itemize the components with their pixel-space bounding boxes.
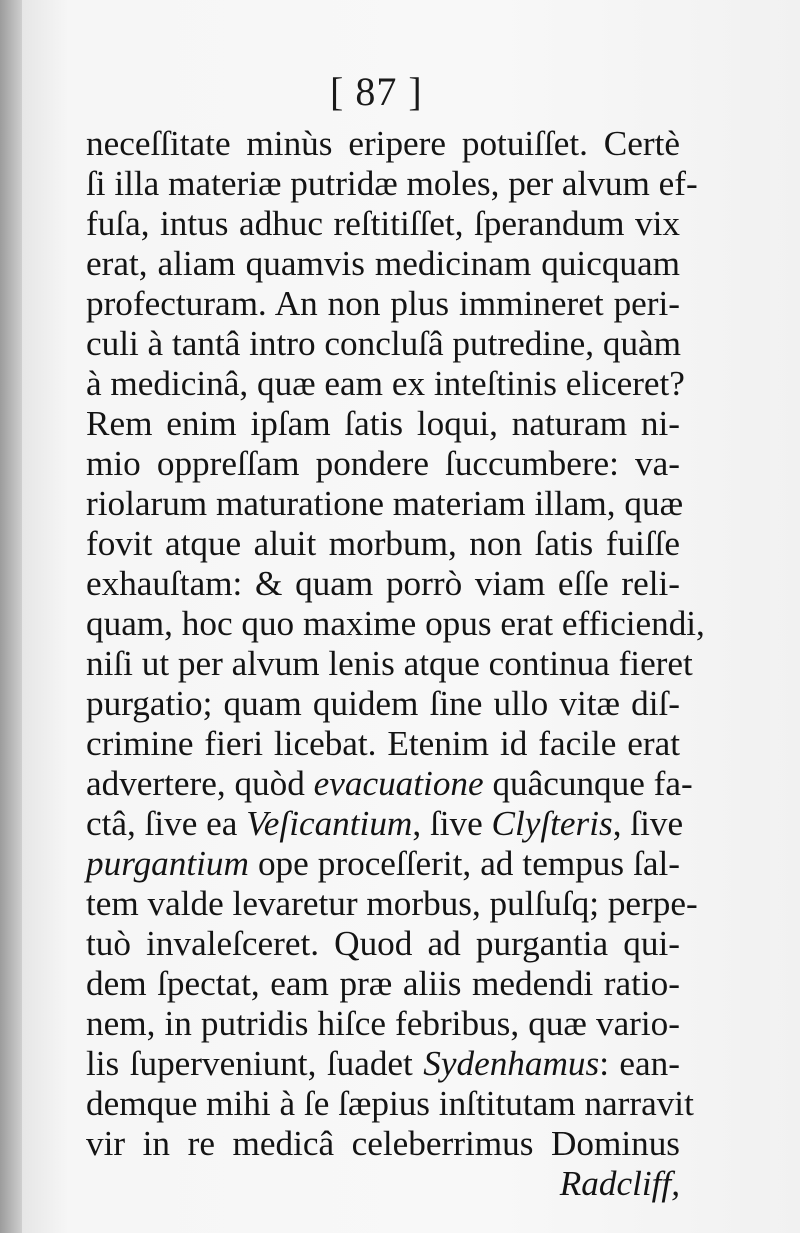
text-fragment: exhauſtam: & quam porrò viam eſſe reli-	[86, 564, 680, 603]
catchword: Radcliff,	[559, 1164, 680, 1203]
text-line	[86, 204, 680, 244]
text-line	[86, 404, 680, 444]
text-fragment: riolarum maturatione materiam illam, quæ	[86, 484, 684, 523]
text-fragment: advertere, quòd	[86, 764, 314, 803]
text-fragment: ſi illa materiæ putridæ moles, per alvum ef-	[86, 164, 698, 203]
page-body-text	[86, 124, 705, 1204]
text-fragment: demque mihi à ſe ſæpius inſtitutam narravit	[86, 1084, 694, 1123]
text-fragment: quam, hoc quo maxime opus erat efficiendi,	[86, 604, 705, 643]
text-line	[86, 524, 680, 564]
text-line	[86, 604, 705, 644]
italic-term: evacuatione	[313, 764, 484, 803]
text-fragment: erat, aliam quamvis medicinam quicquam	[86, 244, 680, 283]
text-fragment: nem, in putridis hiſce febribus, quæ vario-	[86, 1004, 680, 1043]
text-fragment: : ean-	[599, 1044, 680, 1083]
italic-term: Veſicantium	[246, 804, 413, 843]
book-gutter	[0, 0, 22, 1233]
text-line	[86, 884, 698, 924]
text-line	[86, 364, 685, 404]
text-line	[86, 724, 680, 764]
text-fragment: crimine fieri licebat. Etenim id facile erat	[86, 724, 680, 763]
text-fragment: , ſive	[412, 804, 492, 843]
text-line	[86, 844, 680, 884]
text-fragment: fovit atque aluit morbum, non ſatis fuiſſe	[86, 524, 680, 563]
text-fragment: fuſa, intus adhuc reſtitiſſet, ſperandum vix	[86, 204, 680, 243]
text-fragment: quâcunque fa-	[483, 764, 693, 803]
bleed-through-text	[86, 1088, 94, 1122]
text-fragment: à medicinâ, quæ eam ex inteſtinis eliceret?	[86, 364, 685, 403]
text-line	[86, 804, 684, 844]
text-fragment: niſi ut per alvum lenis atque continua fieret	[86, 644, 693, 683]
text-fragment: dem ſpectat, eam præ aliis medendi ratio-	[86, 964, 680, 1003]
italic-term: Clyſteris	[491, 804, 613, 843]
text-line	[86, 1004, 680, 1044]
text-line	[86, 124, 680, 164]
text-fragment: vir in re medicâ celeberrimus Dominus	[86, 1124, 680, 1163]
text-line	[86, 924, 680, 964]
text-line	[86, 764, 693, 804]
text-fragment: tuò invaleſceret. Quod ad purgantia qui-	[86, 924, 680, 963]
text-line	[86, 484, 684, 524]
text-line	[86, 324, 680, 364]
page-number-header: [ 87 ]	[330, 69, 423, 114]
text-fragment: ctâ, ſive ea	[86, 804, 247, 843]
italic-term: purgantium	[86, 844, 249, 883]
text-line	[86, 444, 680, 484]
text-fragment: , ſive	[612, 804, 684, 843]
text-line	[86, 1084, 694, 1124]
italic-term: Sydenhamus	[423, 1044, 600, 1083]
text-line	[86, 244, 680, 284]
text-fragment: lis ſuperveniunt, ſuadet	[86, 1044, 424, 1083]
text-line	[86, 1124, 680, 1164]
text-fragment: culi à tantâ intro concluſâ putredine, quàm	[86, 324, 682, 363]
text-fragment: Rem enim ipſam ſatis loqui, naturam ni-	[86, 404, 680, 443]
text-line	[86, 964, 680, 1004]
text-line	[86, 284, 680, 324]
text-fragment: mio oppreſſam pondere ſuccumbere: va-	[86, 444, 680, 483]
text-line	[86, 644, 693, 684]
text-fragment: purgatio; quam quidem ſine ullo vitæ diſ-	[86, 684, 680, 723]
text-fragment: profecturam. An non plus immineret peri-	[86, 284, 680, 323]
text-fragment: tem valde levaretur morbus, pulſuſq; perpe-	[86, 884, 698, 923]
text-line	[86, 564, 680, 604]
text-line	[86, 164, 698, 204]
text-line	[86, 1044, 680, 1084]
text-line	[86, 684, 680, 724]
text-fragment: neceſſitate minùs eripere potuiſſet. Certè	[86, 124, 680, 163]
text-fragment: ope proceſſerit, ad tempus ſal-	[248, 844, 680, 883]
